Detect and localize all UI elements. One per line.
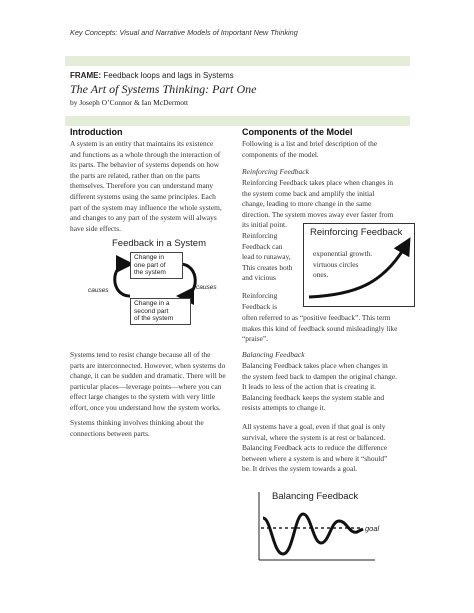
text-line: change, it can be sudden and dramatic. There will be bbox=[70, 371, 226, 381]
text-line: ones. bbox=[313, 270, 329, 280]
loop-arrow-left bbox=[115, 264, 130, 296]
box-line: second part bbox=[134, 307, 169, 315]
frame-line bbox=[70, 71, 234, 80]
introduction-heading: Introduction bbox=[70, 127, 123, 137]
text-line: exponential growth. bbox=[313, 249, 373, 258]
text-line: Reinforcing Feedback takes place when changes in bbox=[242, 178, 394, 187]
text-line: Balancing Feedback acts to reduce the difference bbox=[242, 443, 388, 453]
running-header: Key Concepts: Visual and Narrative Models of Important New Thinking bbox=[70, 28, 298, 37]
text-line: different systems using the same principles. Each bbox=[70, 191, 216, 201]
text-line: It leads to less of the action that is creating it. bbox=[242, 382, 377, 392]
text-line: the system feed back to dampen the original change. bbox=[242, 371, 397, 381]
balancing-paragraph bbox=[242, 361, 416, 414]
box-change-second-part bbox=[130, 298, 191, 325]
text-line: lead to runaway, bbox=[242, 252, 291, 262]
text-line: Balancing feedback keeps the system stable and bbox=[242, 392, 385, 402]
reinforcing-subhead: Reinforcing Feedback bbox=[242, 167, 309, 176]
article-title: The Art of Systems Thinking: Part One bbox=[70, 82, 257, 96]
text-line: often referred to as “positive feedback”. This term bbox=[242, 313, 391, 322]
balancing-subhead: Balancing Feedback bbox=[242, 350, 305, 359]
text-line: connections between parts. bbox=[70, 428, 150, 438]
text-line: part of the system may influence the whole system, bbox=[70, 202, 222, 212]
box-line: one part of bbox=[134, 261, 166, 269]
reinforcing-after-narrow bbox=[242, 291, 298, 312]
text-line: virtuous circles bbox=[313, 259, 359, 269]
text-line: Following is a list and brief description of the bbox=[242, 139, 378, 148]
reinforcing-curve-graphic bbox=[303, 223, 413, 305]
text-line: be. It drives the system towards a goal. bbox=[242, 464, 358, 474]
text-line: survival, where the system is at rest or balanced. bbox=[242, 432, 386, 442]
text-line: effect large changes to the system with very little bbox=[70, 392, 216, 402]
feedback-diagram-title: Feedback in a System bbox=[112, 238, 206, 249]
exponential-curve bbox=[309, 245, 406, 297]
text-line: Balancing Feedback takes place when changes in bbox=[242, 361, 388, 370]
text-line: between where a system is and where it “should” bbox=[242, 453, 388, 463]
components-heading: Components of the Model bbox=[242, 127, 353, 137]
text-line: Reinforcing bbox=[242, 291, 278, 300]
section-band bbox=[65, 116, 410, 126]
text-line: Reinforcing bbox=[242, 231, 278, 240]
resist-change-paragraph bbox=[70, 350, 242, 414]
text-line: Systems thinking involves thinking about the bbox=[70, 418, 204, 427]
balancing-chart-graphic bbox=[255, 488, 380, 563]
box-line: of the system bbox=[134, 315, 174, 323]
components-intro bbox=[242, 139, 412, 160]
text-line: direction. The system moves away ever faster from bbox=[242, 209, 394, 219]
box-change-one-part bbox=[130, 252, 183, 279]
text-line: parts are interconnected. However, when systems do bbox=[70, 360, 226, 370]
balancing-goal-paragraph bbox=[242, 422, 416, 475]
header-band bbox=[65, 56, 410, 66]
text-line: themselves. Therefore you can understand many bbox=[70, 181, 214, 191]
text-line: the parts are related, rather than on the parts bbox=[70, 170, 200, 180]
box-line: Change in a bbox=[134, 300, 170, 307]
reinforcing-after-paragraph bbox=[242, 313, 414, 345]
text-line: and changes to any part of the system will always bbox=[70, 213, 217, 223]
intro-paragraph bbox=[70, 139, 238, 234]
reinforcing-chart-label: Reinforcing Feedback bbox=[310, 227, 403, 238]
text-line: Feedback can bbox=[242, 241, 283, 251]
text-line: its initial point. bbox=[242, 220, 287, 230]
causes-label-right: causes bbox=[196, 284, 217, 291]
connections-paragraph bbox=[70, 418, 242, 439]
reinforcing-narrow-text bbox=[242, 231, 302, 284]
text-line: Systems tend to resist change because all of the bbox=[70, 350, 211, 359]
text-line: All systems have a goal, even if that goal is only bbox=[242, 422, 386, 431]
text-line: have side effects. bbox=[70, 223, 121, 233]
text-line: change, leading to more change in the same bbox=[242, 199, 372, 209]
oscillation-curve bbox=[263, 514, 363, 554]
text-line: resists attempts to change it. bbox=[242, 403, 326, 413]
text-line: effort, once you understand how the system works. bbox=[70, 402, 221, 412]
goal-label: goal bbox=[365, 524, 380, 533]
text-line: and vicious bbox=[242, 273, 276, 283]
text-line: the system come back and amplify the initial bbox=[242, 188, 375, 198]
text-line: particular places—leverage points—where you can bbox=[70, 381, 222, 391]
frame-text: Feedback loops and lags in Systems bbox=[103, 71, 234, 80]
text-line: makes this kind of feedback sound misleadingly like bbox=[242, 323, 398, 333]
box-line: the system bbox=[134, 269, 166, 277]
text-line: This creates both bbox=[242, 262, 293, 272]
text-line: A system is an entity that maintains its existence bbox=[70, 139, 214, 148]
causes-label-left: causes bbox=[88, 287, 109, 294]
text-line: Feedback is bbox=[242, 301, 278, 311]
text-line: “praise”. bbox=[242, 334, 269, 344]
text-line: its parts. The behavior of systems depends on how bbox=[70, 160, 220, 170]
box-line: Change in bbox=[134, 254, 165, 261]
text-line: components of the model. bbox=[242, 149, 319, 159]
balancing-chart-label: Balancing Feedback bbox=[272, 491, 359, 502]
text-line: and functions as a whole through the interaction of bbox=[70, 149, 221, 159]
byline: by Joseph O’Connor & Ian McDermott bbox=[70, 98, 189, 107]
frame-label: FRAME: bbox=[70, 71, 102, 80]
